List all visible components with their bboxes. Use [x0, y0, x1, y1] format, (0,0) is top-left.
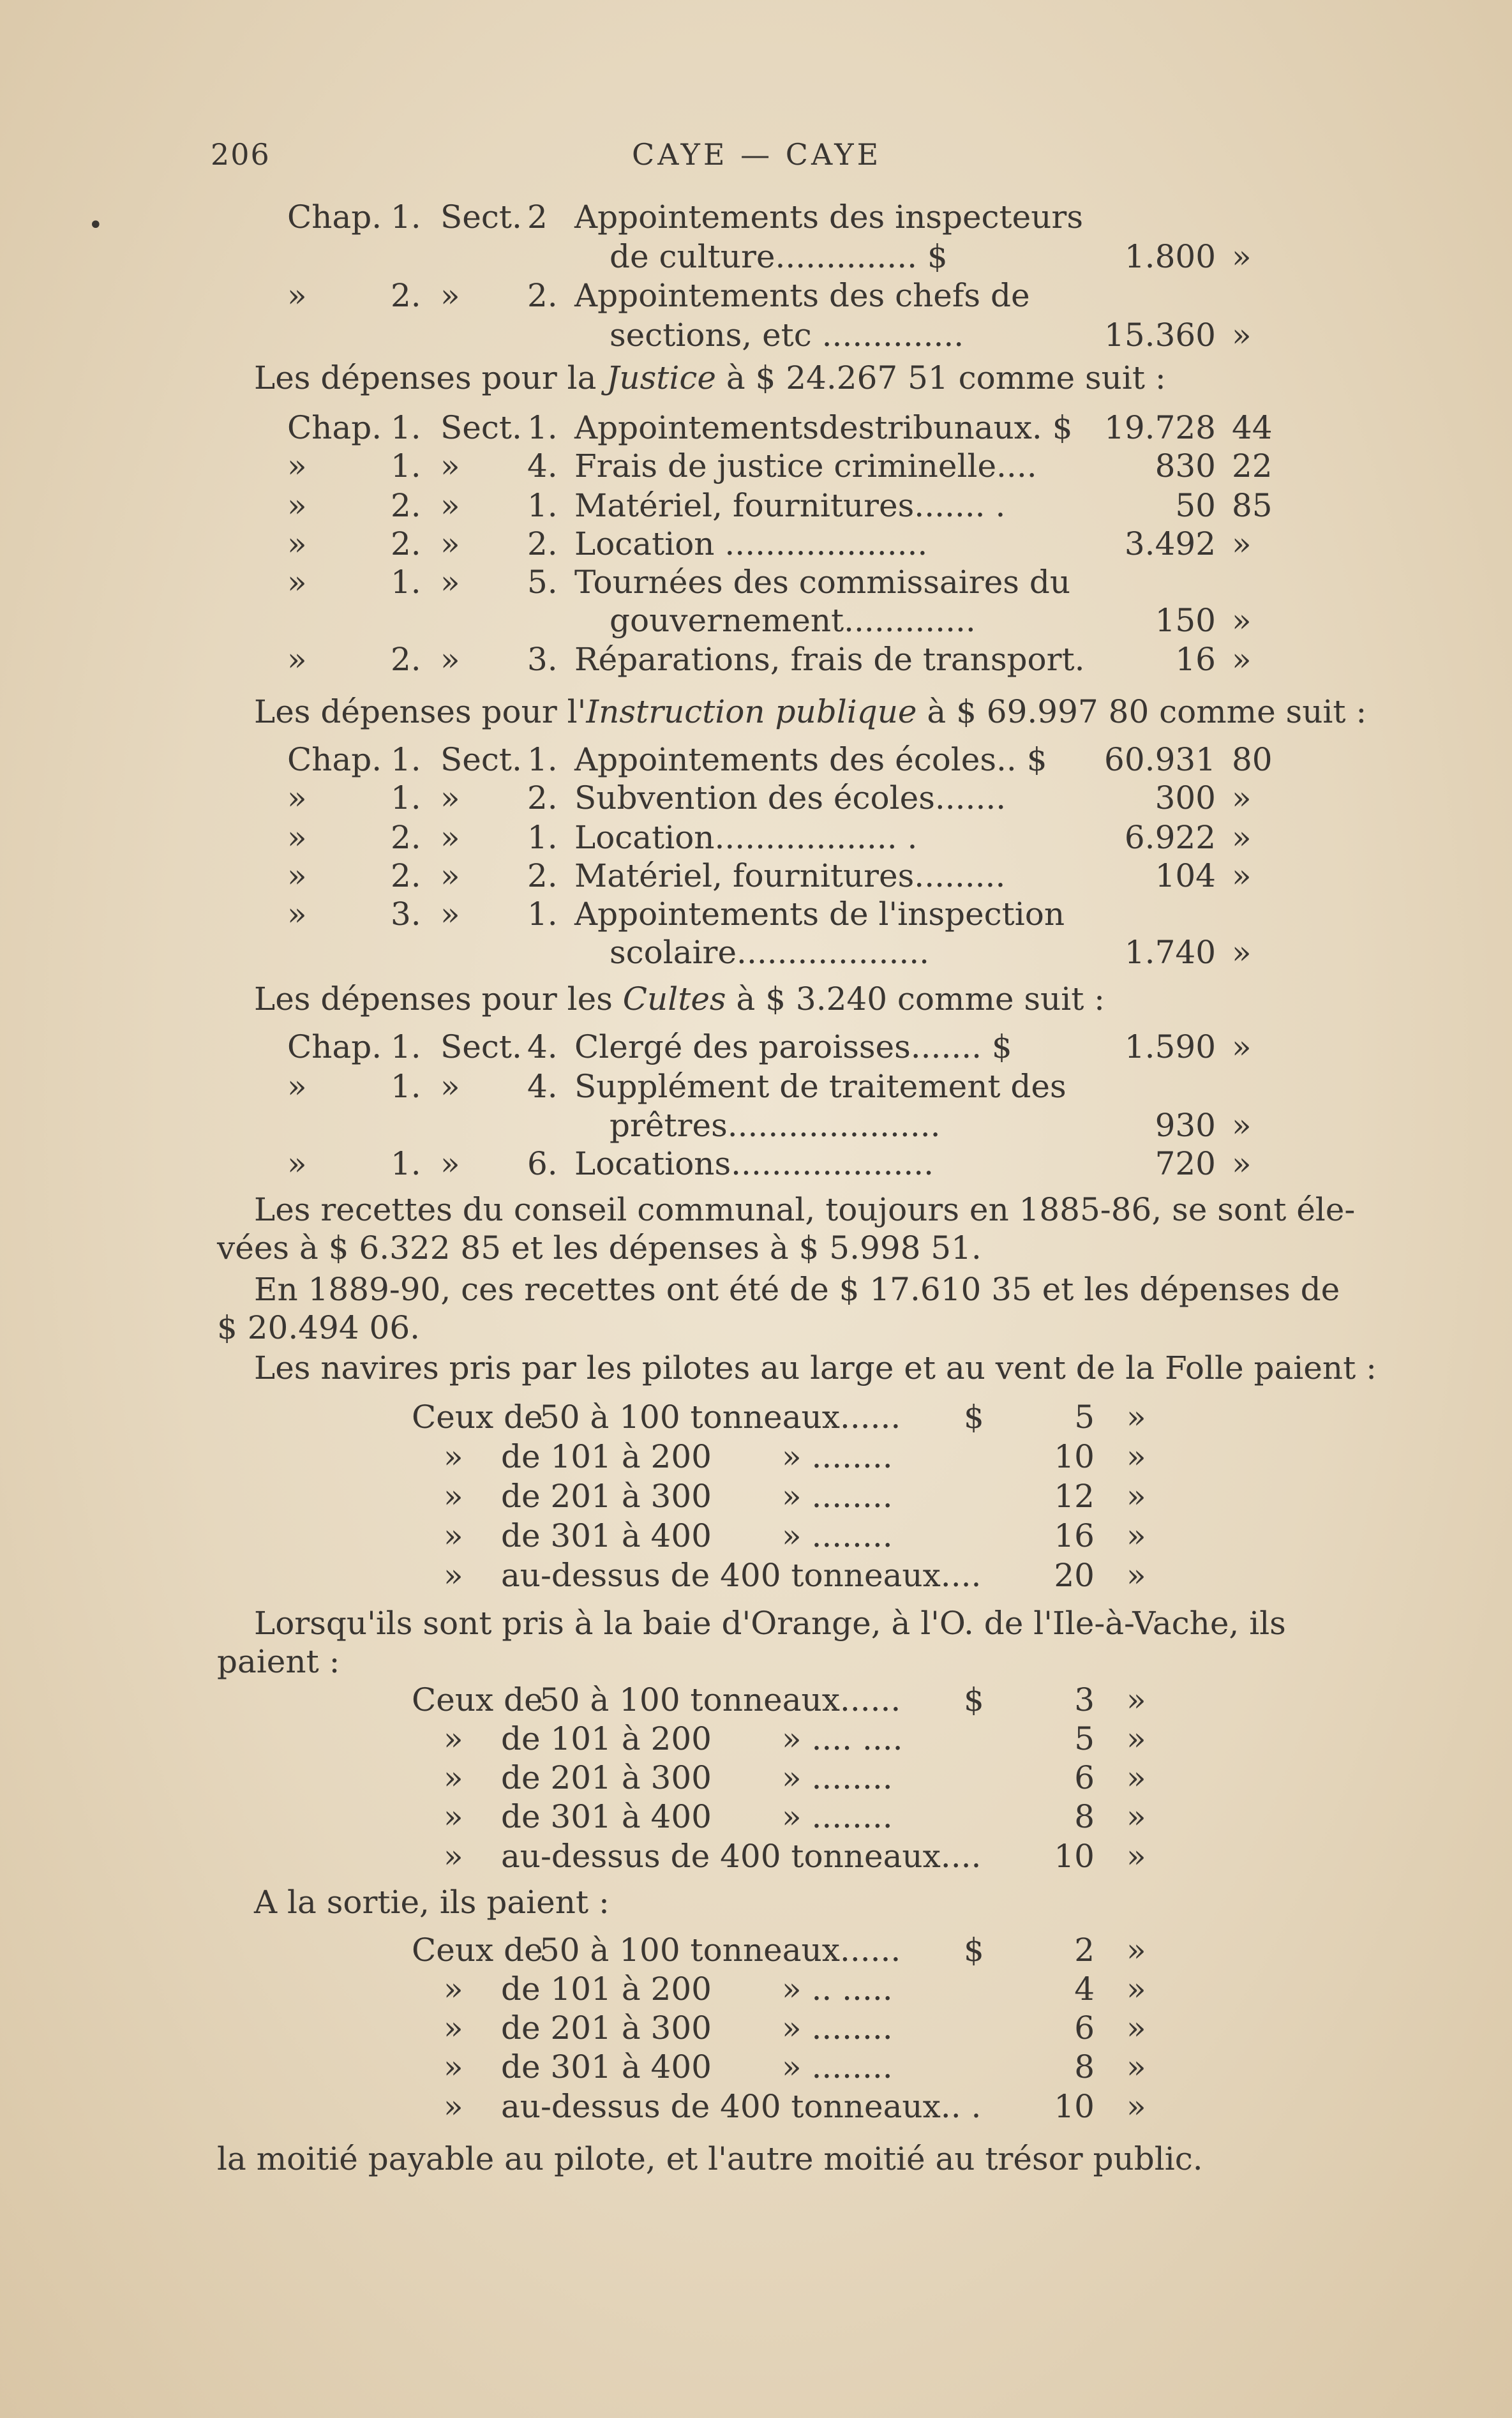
budget-fraction: » — [1232, 602, 1252, 639]
tariff-ditto: » — [444, 1557, 463, 1594]
budget-sect-number: 2. — [527, 779, 558, 816]
budget-chap: » — [287, 641, 307, 678]
tariff-range: de 201 à 300 — [501, 2009, 712, 2046]
tariff-ditto: » — [444, 2088, 463, 2125]
tariff-ditto: » — [444, 1798, 463, 1835]
budget-row — [0, 1106, 1512, 1145]
tariff-row — [0, 1556, 1512, 1595]
budget-chap-number: 2. — [391, 277, 421, 314]
budget-fraction: » — [1232, 1145, 1252, 1182]
budget-sect: » — [440, 1145, 460, 1182]
budget-row — [0, 237, 1512, 276]
budget-sect-number: 1. — [527, 409, 558, 446]
budget-sect: » — [440, 896, 460, 933]
budget-row — [0, 640, 1512, 679]
closing-line: la moitié payable au pilote, et l'autre moitié au trésor public. — [217, 2140, 1203, 2177]
budget-row — [0, 740, 1512, 779]
tariff-row — [0, 1477, 1512, 1515]
budget-fraction: » — [1232, 641, 1252, 678]
tariff-mark: $ — [964, 1681, 984, 1718]
tariff-fraction: » — [1127, 2009, 1146, 2046]
tariff-range: de 301 à 400 — [501, 2048, 712, 2085]
budget-chap-number: 2. — [391, 857, 421, 894]
budget-row — [0, 779, 1512, 817]
tariff-range: de 101 à 200 — [501, 1438, 712, 1475]
budget-sect: Sect. — [440, 409, 522, 446]
budget-fraction: » — [1232, 934, 1252, 971]
tariff-ditto: » — [444, 1438, 463, 1475]
budget-chap-number: 1. — [391, 1028, 421, 1065]
budget-description: Matériel, fournitures....... . — [574, 487, 1006, 524]
budget-fraction: » — [1232, 819, 1252, 856]
budget-chap-number: 1. — [391, 741, 421, 778]
navires-intro: Les navires pris par les pilotes au large et au vent de la Folle paient : — [254, 1349, 1377, 1386]
tariff-row — [0, 1970, 1512, 2008]
tariff-range: de 101 à 200 — [501, 1971, 712, 2008]
budget-chap: Chap. — [287, 199, 382, 236]
margin-bullet: • — [88, 211, 103, 240]
budget-description: Réparations, frais de transport. — [574, 641, 1085, 678]
budget-amount: 19.728 — [1104, 409, 1216, 446]
budget-row — [0, 276, 1512, 315]
tariff-fraction: » — [1127, 2048, 1146, 2085]
budget-chap: » — [287, 896, 307, 933]
budget-description: Appointementsdestribunaux. $ — [574, 409, 1073, 446]
budget-chap-number: 2. — [391, 641, 421, 678]
tariff-ditto: » — [444, 1517, 463, 1554]
budget-amount: 1.740 — [1124, 934, 1216, 971]
tariff-row — [0, 1759, 1512, 1797]
budget-description: Tournées des commissaires du — [574, 564, 1071, 601]
tariff-fraction: » — [1127, 2088, 1146, 2125]
tariff-row — [0, 1681, 1512, 1719]
budget-chap-number: 1. — [391, 1145, 421, 1182]
budget-description: Matériel, fournitures......... — [574, 857, 1006, 894]
budget-chap-number: 2. — [391, 819, 421, 856]
budget-amount: 1.590 — [1124, 1028, 1216, 1065]
budget-sect-number: 1. — [527, 819, 558, 856]
budget-sect-number: 2. — [527, 277, 558, 314]
tariff-range: de 201 à 300 — [501, 1759, 712, 1796]
budget-row — [0, 316, 1512, 354]
budget-amount: 720 — [1155, 1145, 1216, 1182]
tariff-row — [0, 1931, 1512, 1969]
tariff-amount: 16 — [1054, 1517, 1095, 1554]
budget-fraction: » — [1232, 317, 1252, 354]
budget-amount: 104 — [1155, 857, 1216, 894]
budget-amount: 50 — [1175, 487, 1216, 524]
budget-fraction: 85 — [1232, 487, 1273, 524]
budget-description: Locations.................... — [574, 1145, 934, 1182]
budget-fraction: 22 — [1232, 447, 1273, 484]
budget-row — [0, 563, 1512, 601]
tariff-row — [0, 1837, 1512, 1875]
budget-sect-number: 1. — [527, 741, 558, 778]
tariff-ditto: » — [444, 2048, 463, 2085]
tariff-range: de 301 à 400 — [501, 1517, 712, 1554]
budget-description: de culture.............. $ — [610, 238, 948, 275]
tariff-ditto: » — [444, 1971, 463, 2008]
budget-description: Appointements des écoles.. $ — [574, 741, 1047, 778]
tariff-fraction: » — [1127, 1399, 1146, 1436]
budget-chap: Chap. — [287, 741, 382, 778]
budget-sect-number: 2 — [527, 199, 548, 236]
budget-chap: » — [287, 564, 307, 601]
budget-description: Location .................... — [574, 525, 928, 562]
tariff-range: au-dessus de 400 tonneaux.... — [501, 1557, 982, 1594]
tariff-mark: » ........ — [782, 1798, 893, 1835]
tariff-ditto: » — [444, 1838, 463, 1875]
tariff-amount: 10 — [1054, 1838, 1095, 1875]
tariff-range: 50 à 100 tonneaux...... — [539, 1932, 901, 1969]
budget-sect-number: 4. — [527, 1028, 558, 1065]
tariff-amount: 8 — [1074, 2048, 1095, 2085]
budget-chap: » — [287, 1068, 307, 1105]
tariff-row — [0, 2087, 1512, 2126]
budget-row — [0, 486, 1512, 525]
budget-sect: » — [440, 447, 460, 484]
budget-sect-number: 1. — [527, 896, 558, 933]
tariff-mark: $ — [964, 1932, 984, 1969]
tariff-ditto: » — [444, 2009, 463, 2046]
budget-row — [0, 409, 1512, 447]
budget-fraction: » — [1232, 238, 1252, 275]
tariff-amount: 6 — [1074, 2009, 1095, 2046]
tariff-ditto: » — [444, 1478, 463, 1515]
tariff-mark: » .. ..... — [782, 1971, 893, 2008]
tariff-range: au-dessus de 400 tonneaux.... — [501, 1838, 982, 1875]
tariff-range: 50 à 100 tonneaux...... — [539, 1681, 901, 1718]
budget-chap-number: 1. — [391, 1068, 421, 1105]
tariff-amount: 12 — [1054, 1478, 1095, 1515]
tariff-mark: » ........ — [782, 2009, 893, 2046]
tariff-ditto: Ceux de — [412, 1681, 543, 1718]
budget-description: Location.................. . — [574, 819, 918, 856]
paragraph-1889: En 1889-90, ces recettes ont été de $ 17.610 35 et les dépenses de $ 20.494 06. — [217, 1271, 1340, 1346]
budget-chap-number: 1. — [391, 779, 421, 816]
budget-fraction: » — [1232, 1107, 1252, 1144]
tariff-mark: » ........ — [782, 2048, 893, 2085]
tariff-ditto: Ceux de — [412, 1932, 543, 1969]
cultes-intro: Les dépenses pour les Cultes à $ 3.240 comme suit : — [254, 980, 1105, 1018]
budget-chap: Chap. — [287, 1028, 382, 1065]
tariff-mark: » ........ — [782, 1478, 893, 1515]
budget-sect: » — [440, 277, 460, 314]
budget-sect: Sect. — [440, 741, 522, 778]
budget-sect-number: 6. — [527, 1145, 558, 1182]
budget-description: prêtres..................... — [610, 1107, 941, 1144]
budget-fraction: » — [1232, 1028, 1252, 1065]
running-title: CAYE — CAYE — [632, 137, 882, 172]
tariff-fraction: » — [1127, 1478, 1146, 1515]
budget-sect-number: 4. — [527, 1068, 558, 1105]
tariff-row — [0, 2048, 1512, 2086]
budget-sect: » — [440, 819, 460, 856]
budget-amount: 3.492 — [1124, 525, 1216, 562]
tariff-amount: 5 — [1074, 1720, 1095, 1757]
tariff-range: de 301 à 400 — [501, 1798, 712, 1835]
budget-sect-number: 5. — [527, 564, 558, 601]
budget-chap-number: 3. — [391, 896, 421, 933]
budget-amount: 60.931 — [1104, 741, 1216, 778]
budget-sect: » — [440, 564, 460, 601]
orange-intro: Lorsqu'ils sont pris à la baie d'Orange, à l'O. de l'Ile-à-Vache, ils paient : — [217, 1605, 1286, 1680]
budget-sect: » — [440, 641, 460, 678]
tariff-row — [0, 1720, 1512, 1758]
budget-row — [0, 895, 1512, 933]
budget-fraction: » — [1232, 525, 1252, 562]
justice-intro: Les dépenses pour la Justice à $ 24.267 51 comme suit : — [254, 359, 1166, 396]
tariff-amount: 20 — [1054, 1557, 1095, 1594]
budget-description: Appointements des inspecteurs — [574, 199, 1083, 236]
budget-description: sections, etc .............. — [610, 317, 964, 354]
budget-chap: » — [287, 1145, 307, 1182]
tariff-row — [0, 1438, 1512, 1476]
tariff-amount: 4 — [1074, 1971, 1095, 2008]
budget-sect: » — [440, 487, 460, 524]
budget-sect-number: 1. — [527, 487, 558, 524]
budget-fraction: » — [1232, 857, 1252, 894]
budget-sect: » — [440, 1068, 460, 1105]
tariff-fraction: » — [1127, 1681, 1146, 1718]
budget-sect-number: 2. — [527, 525, 558, 562]
tariff-amount: 6 — [1074, 1759, 1095, 1796]
budget-sect-number: 4. — [527, 447, 558, 484]
budget-chap: » — [287, 819, 307, 856]
tariff-fraction: » — [1127, 1971, 1146, 2008]
tariff-row — [0, 1517, 1512, 1555]
budget-chap: » — [287, 487, 307, 524]
budget-description: Appointements des chefs de — [574, 277, 1030, 314]
budget-row — [0, 198, 1512, 236]
budget-fraction: » — [1232, 779, 1252, 816]
budget-description: Clergé des paroisses....... $ — [574, 1028, 1012, 1065]
tariff-mark: $ — [964, 1399, 984, 1436]
tariff-amount: 10 — [1054, 2088, 1095, 2125]
budget-description: gouvernement............. — [610, 602, 976, 639]
budget-chap: » — [287, 779, 307, 816]
tariff-fraction: » — [1127, 1932, 1146, 1969]
tariff-range: de 101 à 200 — [501, 1720, 712, 1757]
tariff-fraction: » — [1127, 1557, 1146, 1594]
budget-row — [0, 525, 1512, 563]
budget-chap-number: 2. — [391, 525, 421, 562]
budget-chap-number: 1. — [391, 564, 421, 601]
budget-chap-number: 2. — [391, 487, 421, 524]
budget-row — [0, 447, 1512, 485]
tariff-amount: 10 — [1054, 1438, 1095, 1475]
budget-amount: 6.922 — [1124, 819, 1216, 856]
budget-amount: 830 — [1155, 447, 1216, 484]
tariff-amount: 3 — [1074, 1681, 1095, 1718]
tariff-row — [0, 2009, 1512, 2047]
budget-description: Supplément de traitement des — [574, 1068, 1067, 1105]
tariff-fraction: » — [1127, 1838, 1146, 1875]
tariff-row — [0, 1798, 1512, 1836]
tariff-ditto: Ceux de — [412, 1399, 543, 1436]
tariff-range: de 201 à 300 — [501, 1478, 712, 1515]
budget-chap-number: 1. — [391, 409, 421, 446]
budget-amount: 300 — [1155, 779, 1216, 816]
budget-row — [0, 818, 1512, 857]
budget-row — [0, 857, 1512, 895]
tariff-amount: 5 — [1074, 1399, 1095, 1436]
budget-row — [0, 1145, 1512, 1183]
instruction-intro: Les dépenses pour l'Instruction publique à $ 69.997 80 comme suit : — [254, 693, 1367, 730]
tariff-fraction: » — [1127, 1720, 1146, 1757]
tariff-fraction: » — [1127, 1798, 1146, 1835]
budget-sect-number: 3. — [527, 641, 558, 678]
tariff-fraction: » — [1127, 1517, 1146, 1554]
budget-description: Appointements de l'inspection — [574, 896, 1065, 933]
tariff-amount: 2 — [1074, 1932, 1095, 1969]
tariff-mark: » ........ — [782, 1759, 893, 1796]
running-header — [211, 137, 1328, 182]
budget-row — [0, 601, 1512, 640]
budget-fraction: 80 — [1232, 741, 1273, 778]
budget-chap: » — [287, 525, 307, 562]
budget-row — [0, 933, 1512, 972]
budget-chap-number: 1. — [391, 199, 421, 236]
budget-description: Subvention des écoles....... — [574, 779, 1007, 816]
budget-description: scolaire................... — [610, 934, 930, 971]
tariff-range: 50 à 100 tonneaux...... — [539, 1399, 901, 1436]
paragraph-recettes: Les recettes du conseil communal, toujours en 1885-86, se sont éle- vées à $ 6.322 85 et les dépenses à $ 5.998 51. — [217, 1191, 1356, 1266]
budget-chap: Chap. — [287, 409, 382, 446]
tariff-mark: » ........ — [782, 1438, 893, 1475]
budget-fraction: 44 — [1232, 409, 1273, 446]
budget-chap: » — [287, 277, 307, 314]
budget-amount: 1.800 — [1124, 238, 1216, 275]
tariff-fraction: » — [1127, 1759, 1146, 1796]
budget-sect: » — [440, 525, 460, 562]
budget-sect: » — [440, 779, 460, 816]
budget-row — [0, 1028, 1512, 1066]
budget-sect: » — [440, 857, 460, 894]
budget-row — [0, 1067, 1512, 1106]
budget-chap-number: 1. — [391, 447, 421, 484]
budget-chap: » — [287, 857, 307, 894]
budget-amount: 15.360 — [1104, 317, 1216, 354]
page-number: 206 — [211, 137, 271, 172]
tariff-row — [0, 1398, 1512, 1436]
tariff-range: au-dessus de 400 tonneaux.. . — [501, 2088, 982, 2125]
tariff-ditto: » — [444, 1759, 463, 1796]
tariff-mark: » .... .... — [782, 1720, 903, 1757]
budget-sect: Sect. — [440, 199, 522, 236]
tariff-amount: 8 — [1074, 1798, 1095, 1835]
budget-amount: 16 — [1175, 641, 1216, 678]
tariff-fraction: » — [1127, 1438, 1146, 1475]
tariff-ditto: » — [444, 1720, 463, 1757]
budget-sect-number: 2. — [527, 857, 558, 894]
budget-description: Frais de justice criminelle.... — [574, 447, 1037, 484]
sortie-intro: A la sortie, ils paient : — [254, 1884, 610, 1921]
budget-amount: 150 — [1155, 602, 1216, 639]
budget-amount: 930 — [1155, 1107, 1216, 1144]
budget-sect: Sect. — [440, 1028, 522, 1065]
tariff-mark: » ........ — [782, 1517, 893, 1554]
budget-chap: » — [287, 447, 307, 484]
